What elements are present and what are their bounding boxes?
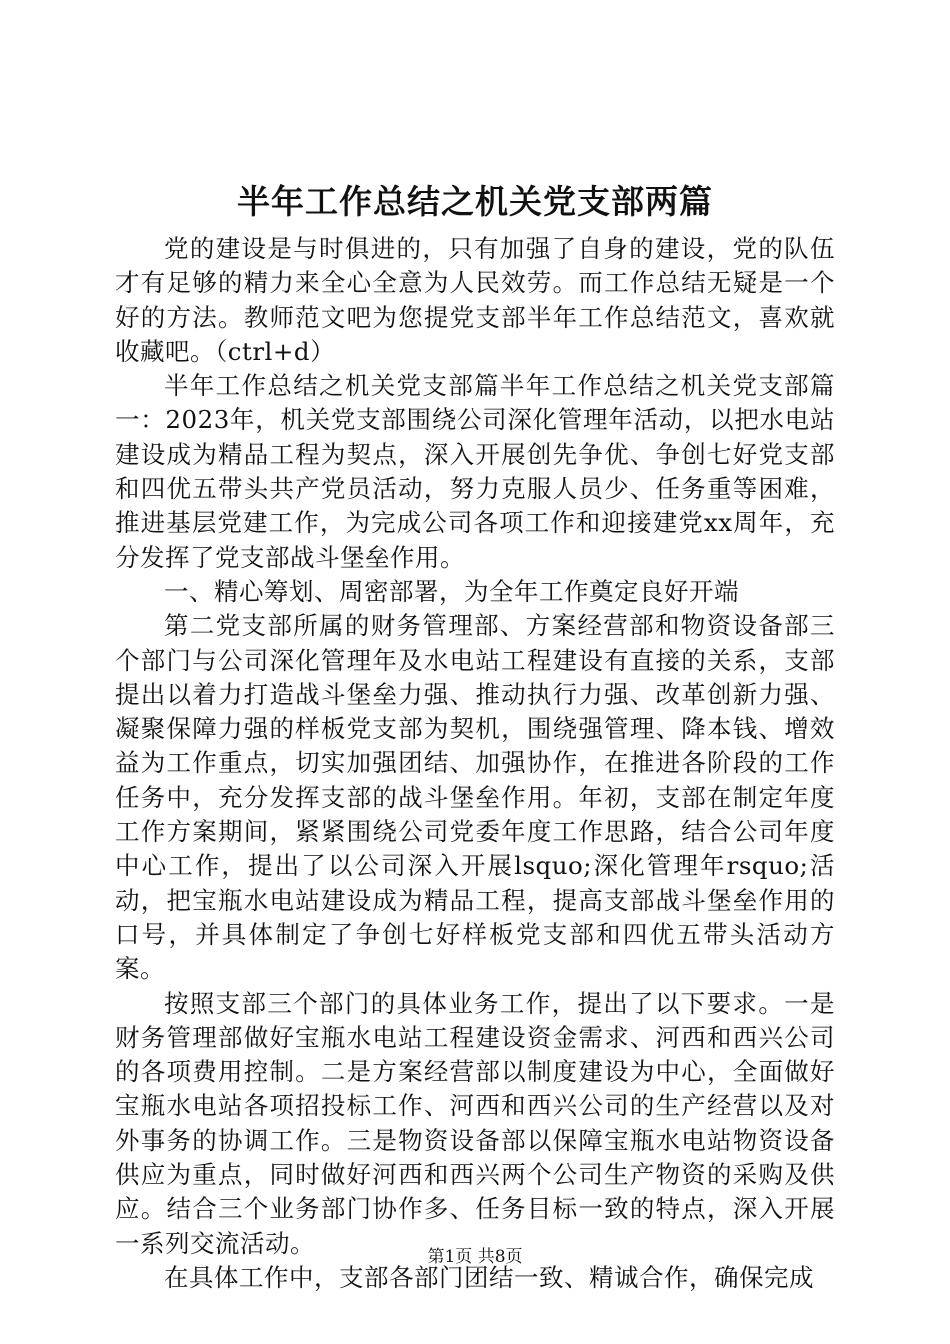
document-body bbox=[115, 232, 835, 1295]
paragraph-part-one: 半年工作总结之机关党支部篇半年工作总结之机关党支部篇一：2023年，机关党支部围绕公司深化管理年活动，以把水电站建设成为精品工程为契点，深入开展创先争优、争创七好党支部和四优五带头共产党员活动，努力克服人员少、任务重等困难，推进基层党建工作，为完成公司各项工作和迎接建党xx周年，充分发挥了党支部战斗堡垒作用。 bbox=[115, 371, 835, 572]
paragraph-specific-work: 在具体工作中，支部各部门团结一致、精诚合作，确保完成 bbox=[164, 1262, 814, 1292]
page-number-footer: 第1页 共8页 bbox=[427, 1247, 523, 1267]
paragraph-second-branch: 第二党支部所属的财务管理部、方案经营部和物资设备部三个部门与公司深化管理年及水电站工程建设有直接的关系，支部提出以着力打造战斗堡垒力强、推动执行力强、改革创新力强、凝聚保障力强的样板党支部为契机，围绕强管理、降本钱、增效益为工作重点，切实加强团结、加强协作，在推进各阶段的工作任务中，充分发挥支部的战斗堡垒作用。年初，支部在制定年度工作方案期间，紧紧围绕公司党委年度工作思路，结合公司年度中心工作，提出了以公司深入开展lsquo;深化管理年rsquo;活动，把宝瓶水电站建设成为精品工程，提高支部战斗堡垒作用的口号，并具体制定了争创七好样板党支部和四优五带头活动方案。 bbox=[115, 611, 835, 984]
section-heading-1: 一、精心筹划、周密部署，为全年工作奠定良好开端 bbox=[164, 576, 739, 606]
paragraph-intro: 党的建设是与时俱进的，只有加强了自身的建设，党的队伍才有足够的精力来全心全意为人民效劳。而工作总结无疑是一个好的方法。教师范文吧为您提党支部半年工作总结范文，喜欢就收藏吧。（ctrl+d） bbox=[115, 234, 835, 366]
paragraph-requirements: 按照支部三个部门的具体业务工作，提出了以下要求。一是财务管理部做好宝瓶水电站工程建设资金需求、河西和西兴公司的各项费用控制。二是方案经营部以制度建设为中心，全面做好宝瓶水电站各项招投标工作、河西和西兴公司的生产经营以及对外事务的协调工作。三是物资设备部以保障宝瓶水电站物资设备供应为重点，同时做好河西和西兴两个公司生产物资的采购及供应。结合三个业务部门协作多、任务目标一致的特点，深入开展一系列交流活动。 bbox=[115, 988, 835, 1258]
document-title: 半年工作总结之机关党支部两篇 bbox=[237, 182, 713, 221]
